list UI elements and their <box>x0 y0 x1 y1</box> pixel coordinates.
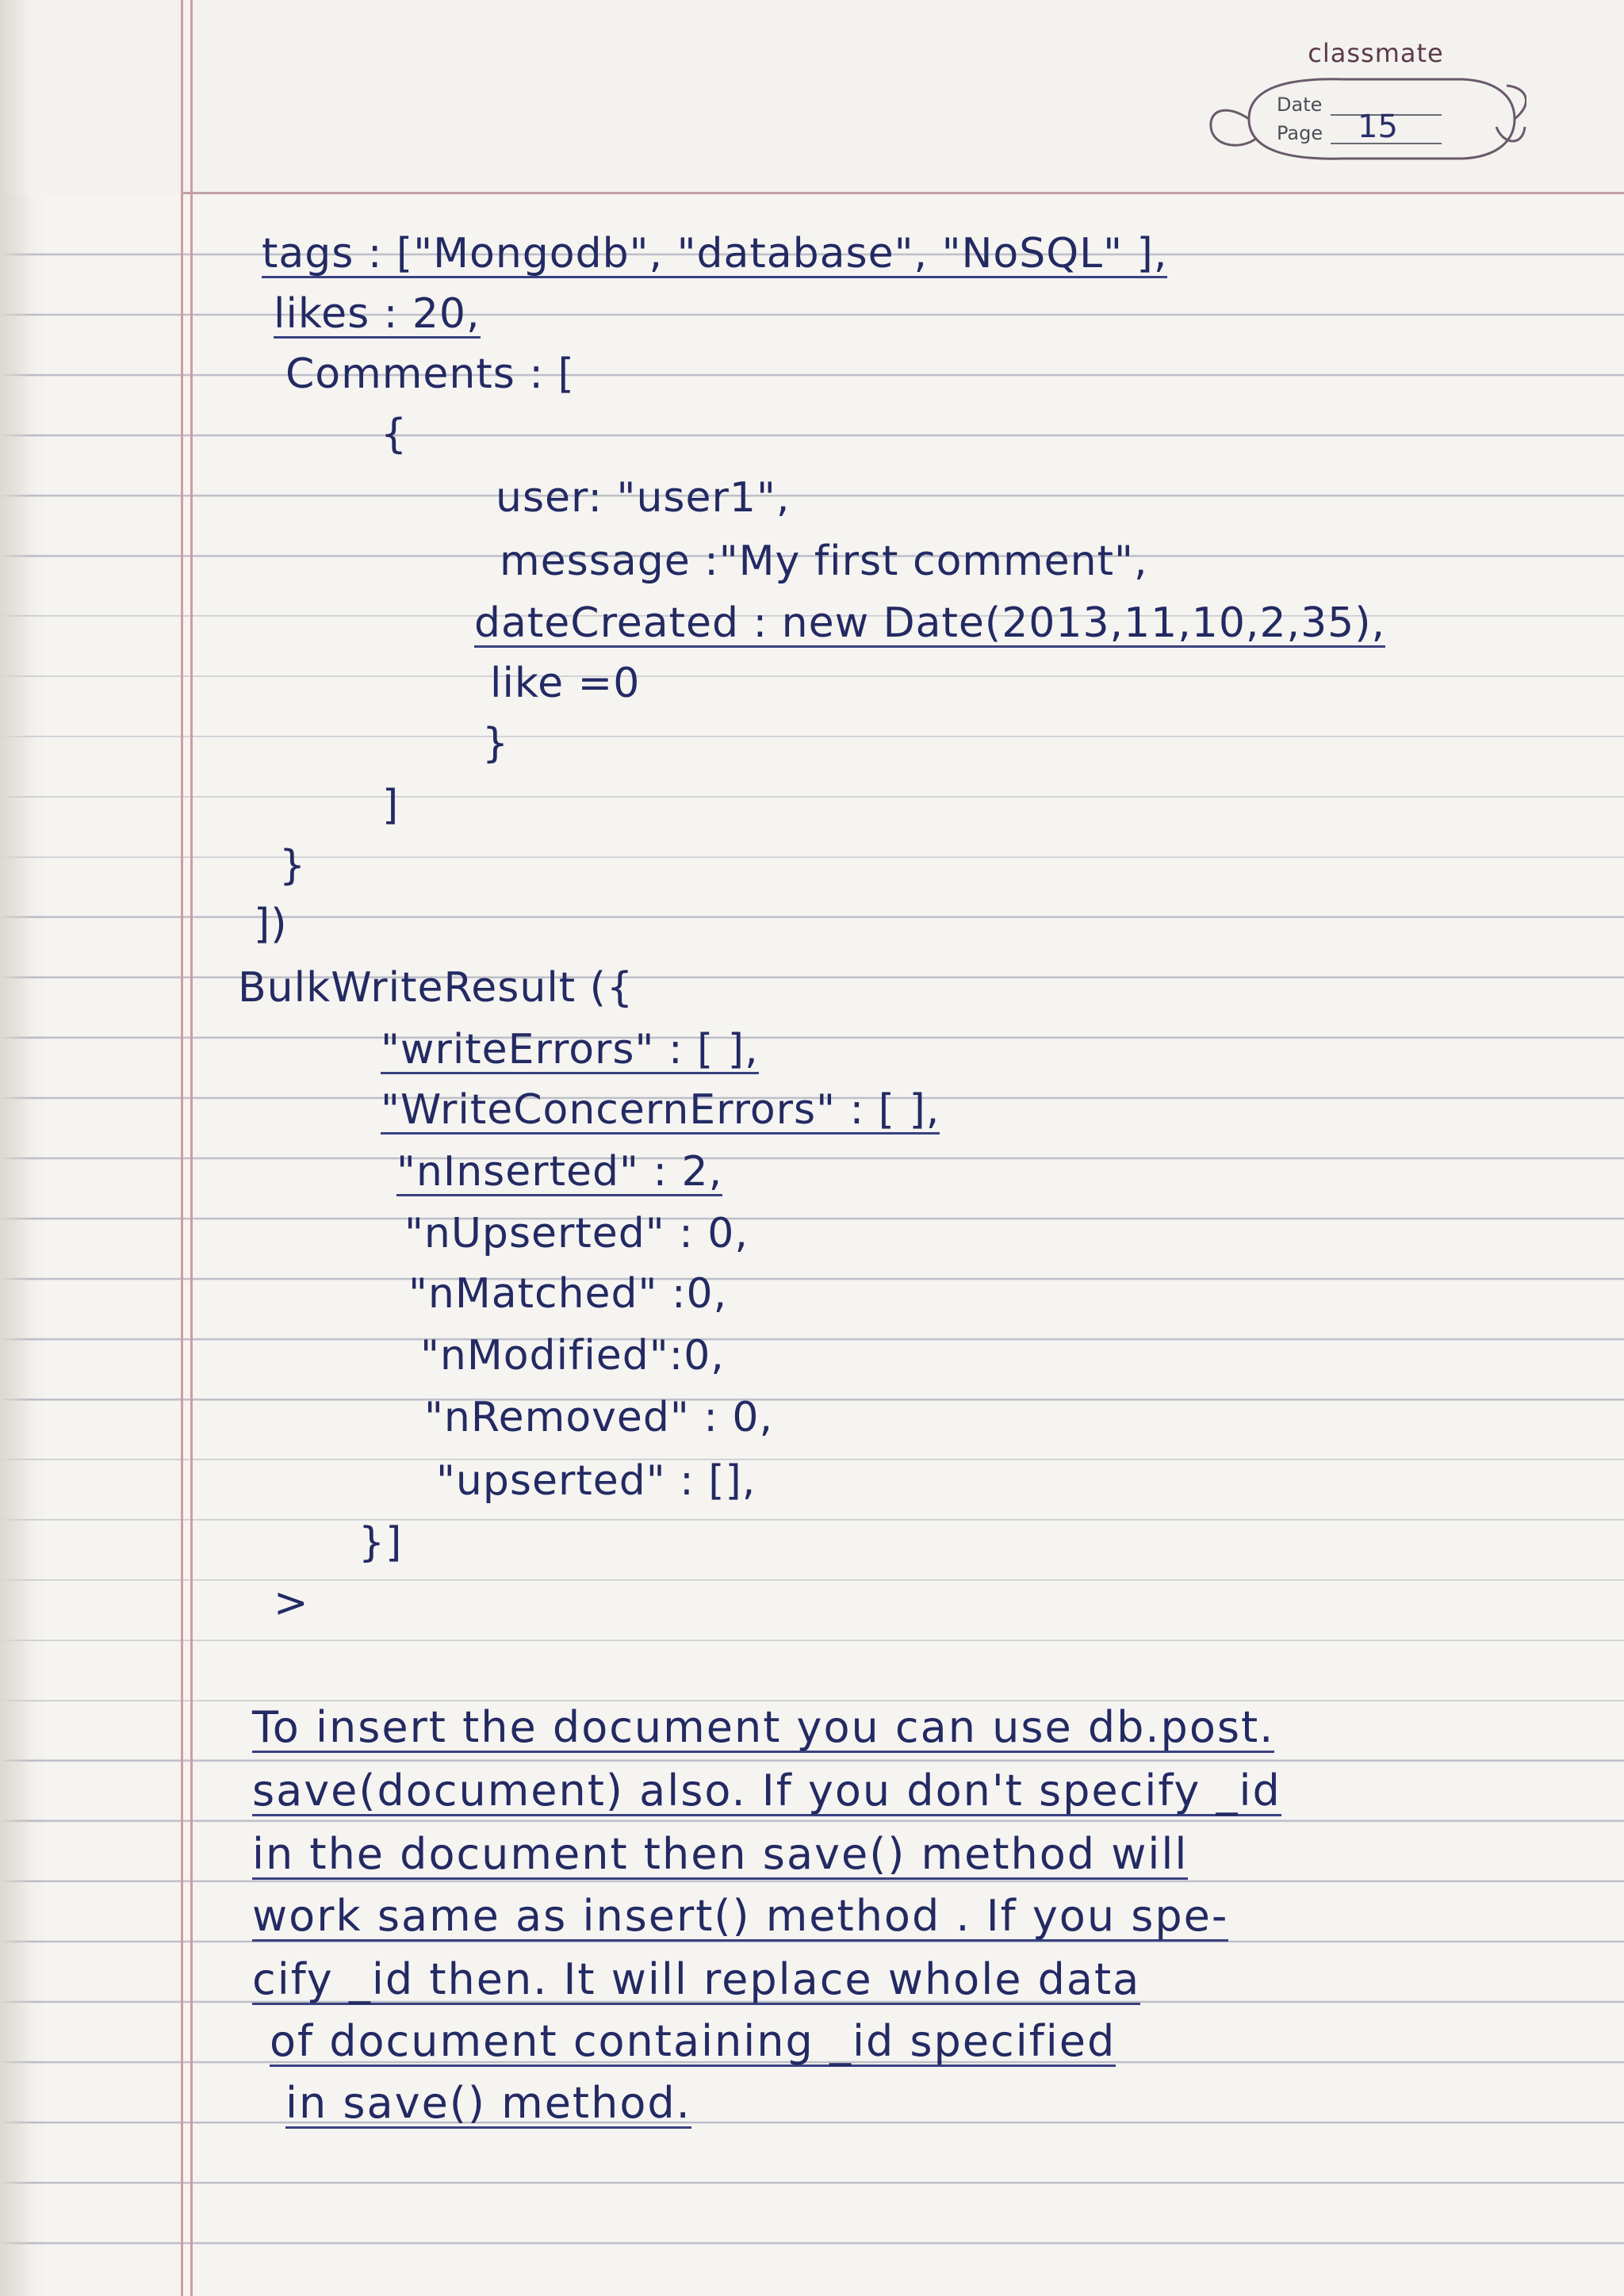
code-line: likes : 20, <box>274 290 481 338</box>
code-line: "nUpserted" : 0, <box>404 1210 749 1257</box>
date-label: Date <box>1277 94 1323 116</box>
code-line: BulkWriteResult ({ <box>238 964 634 1012</box>
code-line: "nModified":0, <box>420 1332 725 1380</box>
paragraph-line: of document containing _id specified <box>270 2016 1116 2066</box>
code-line: ]) <box>254 901 288 948</box>
paragraph-line: in the document then save() method will <box>252 1829 1189 1879</box>
paragraph-line: work same as insert() method . If you spe- <box>252 1891 1229 1941</box>
code-line: } <box>279 842 307 890</box>
paragraph-line: To insert the document you can use db.post. <box>252 1702 1275 1752</box>
code-line: { <box>381 411 408 458</box>
code-line: > <box>274 1579 309 1627</box>
code-line: ] <box>382 782 400 829</box>
margin-line <box>181 0 183 2296</box>
code-line: "nMatched" :0, <box>408 1270 728 1318</box>
code-line: "writeErrors" : [ ], <box>381 1026 759 1073</box>
paragraph-line: in save() method. <box>285 2078 691 2128</box>
code-line: dateCreated : new Date(2013,11,10,2,35), <box>474 599 1386 647</box>
code-line: "upserted" : [], <box>436 1457 756 1505</box>
code-line: message :"My first comment", <box>500 538 1148 585</box>
code-line: user: "user1", <box>496 474 791 522</box>
header-rule <box>182 192 1624 194</box>
code-line: "nRemoved" : 0, <box>424 1394 774 1441</box>
margin-line <box>190 0 193 2296</box>
code-line: "nInserted" : 2, <box>396 1148 723 1196</box>
paragraph-line: cify _id then. It will replace whole data <box>252 1954 1141 2004</box>
code-line: }] <box>358 1519 403 1567</box>
page-edge-shadow <box>0 0 32 2296</box>
page-field <box>1277 122 1323 144</box>
code-line: } <box>482 720 510 767</box>
brand-logo: classmate <box>1308 38 1444 68</box>
page-number: 15 <box>1358 109 1398 145</box>
paragraph-line: save(document) also. If you don't specify _id <box>252 1766 1281 1816</box>
code-line: tags : ["Mongodb", "database", "NoSQL" ], <box>262 230 1168 277</box>
code-line: "WriteConcernErrors" : [ ], <box>381 1086 940 1134</box>
date-field <box>1277 94 1322 116</box>
code-line: like =0 <box>490 660 641 707</box>
code-line: Comments : [ <box>285 350 575 398</box>
page-label: Page <box>1277 122 1323 144</box>
